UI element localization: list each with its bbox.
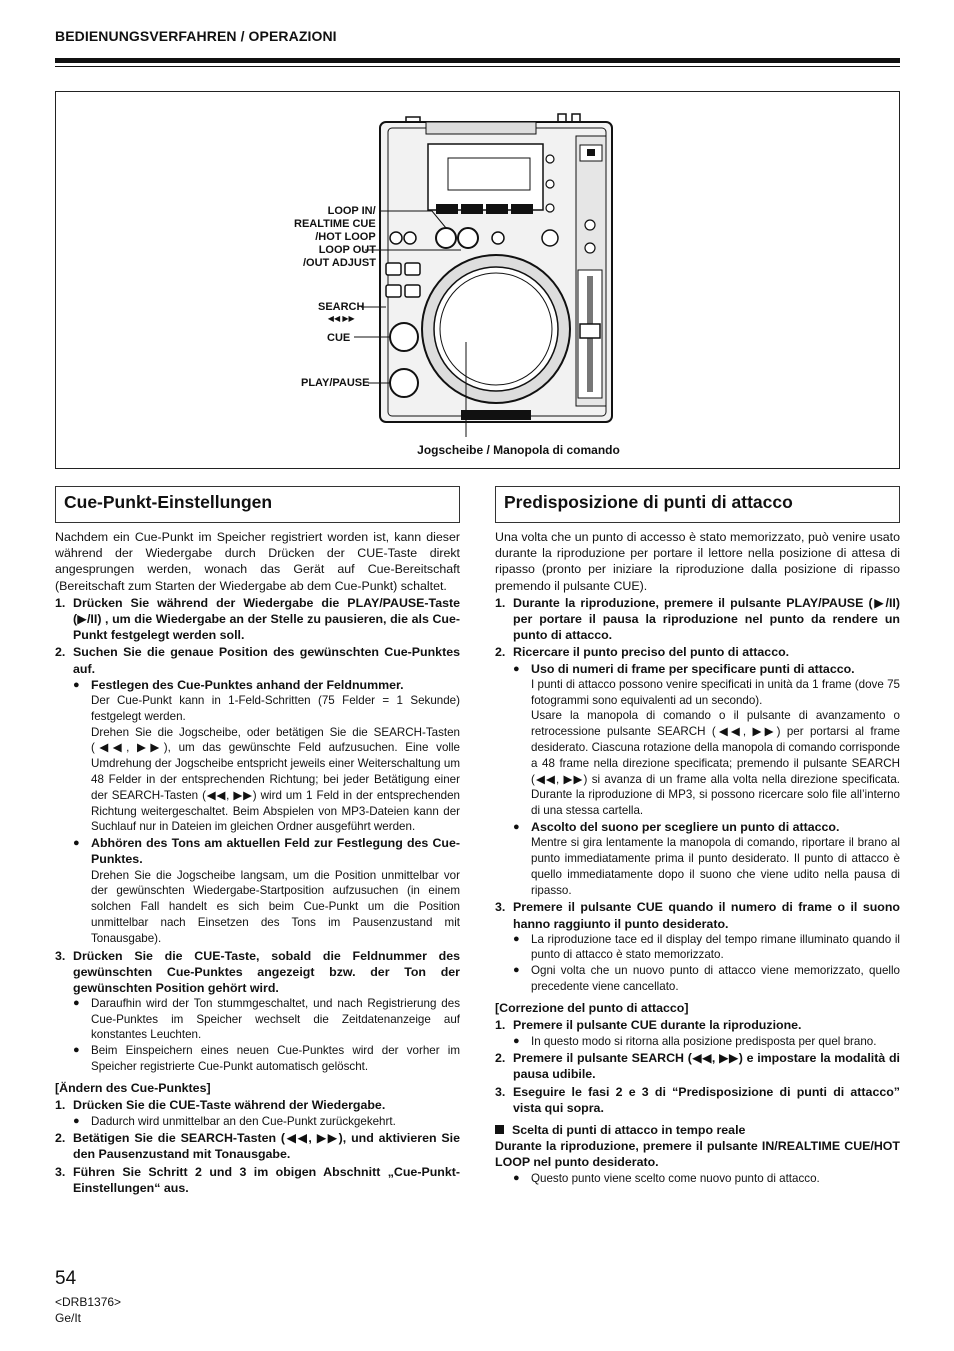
page-header: BEDIENUNGSVERFAHREN / OPERAZIONI bbox=[55, 28, 337, 44]
text-2b-it: Mentre si gira lentamente la manopola di comando, riportare il brano al punto immediatamente prima il punto desiderato. Il punto di attacco è quello immediatamente dopo il suono che viene udito nella pausa di ripasso. bbox=[531, 836, 900, 897]
bullet-3a-de: ● Daraufhin wird der Ton stummgeschaltet, und nach Registrierung des Cue-Punktes im Speicher wechselt die Zeitdatenanzeige auf konstantes Leuchten. bbox=[73, 997, 460, 1042]
change-bullet-1-de: ● Dadurch wird unmittelbar an den Cue-Punkt zurückgekehrt. bbox=[73, 1114, 396, 1128]
bullet-3b-it: ● Ogni volta che un nuovo punto di attacco viene memorizzato, quello precedente viene cancellato. bbox=[513, 963, 900, 993]
header-rule-thin bbox=[55, 66, 900, 67]
text-2b-de: Drehen Sie die Jogscheibe langsam, um die Position unmittelbar vor der gewünschten Wiedergabe-Startposition aufzusuchen (in einem solchen Fall handelt es sich beim Cue-Punkt um die Position unmittelbar nach Einsetzen des Tons im Pausenzustand mit Tonausgabe). bbox=[91, 868, 460, 945]
label-search: SEARCH ◀◀ ▶▶ bbox=[318, 301, 365, 323]
section-title-de: Cue-Punkt-Einstellungen bbox=[55, 486, 460, 523]
document-code: <DRB1376> Ge/It bbox=[55, 1295, 122, 1325]
square-bullet-icon bbox=[495, 1125, 504, 1134]
intro-de: Nachdem ein Cue-Punkt im Speicher registriert worden ist, kann dieser während der Wiedergabe durch Drücken der CUE-Taste direkt angesprungen werden, wonach das Gerät auf Cue-Bereitschaft (Bereitschaft zum Starten der Wiedergabe ab dem Cue-Punkt) schaltet. bbox=[55, 530, 460, 593]
change-step-3-it: 3. Eseguire le fasi 2 e 3 di “Predisposizione di punti di attacco” vista qui sopra. bbox=[495, 1084, 900, 1115]
step-3-de: 3. Drücken Sie die CUE-Taste, sobald die Feldnummer des gewünschten Cue-Punktes angezeigt bzw. der Ton der gewünschten Position gehört wird. bbox=[55, 948, 460, 995]
step-3-it: 3. Premere il pulsante CUE quando il numero di frame o il suono hanno raggiunto il punto desiderato. bbox=[495, 900, 900, 931]
change-step-3-de: 3. Führen Sie Schritt 2 und 3 im obigen Abschnitt „Cue-Punkt-Einstellungen“ aus. bbox=[55, 1164, 460, 1195]
step-2-de: 2. Suchen Sie die genaue Position des gewünschten Cue-Punktes auf. bbox=[55, 645, 460, 676]
bullet-3a-it: ● La riproduzione tace ed il display del tempo rimane illuminato quando il punto di attacco è stato memorizzato. bbox=[513, 932, 900, 962]
cdj-device-illustration bbox=[56, 92, 901, 470]
page-number: 54 bbox=[55, 1268, 77, 1289]
bullet-2a-de: ● Festlegen des Cue-Punktes anhand der Feldnummer. bbox=[73, 677, 404, 692]
realtime-cue-title: Scelta di punti di attacco in tempo reale bbox=[495, 1122, 900, 1138]
step-2-it: 2. Ricercare il punto preciso del punto di attacco. bbox=[495, 645, 790, 660]
text-2a1-de: Der Cue-Punkt kann in 1-Feld-Schritten (75 Felder = 1 Sekunde) festgelegt werden. bbox=[91, 694, 460, 723]
label-play-pause: PLAY/PAUSE bbox=[301, 377, 370, 389]
change-step-1-it: 1. Premere il pulsante CUE durante la riproduzione. bbox=[495, 1018, 802, 1033]
subsection-title-it: [Correzione del punto di attacco] bbox=[495, 1001, 689, 1016]
change-bullet-1-it: ● In questo modo si ritorna alla posizione predisposta per quel brano. bbox=[513, 1034, 877, 1048]
bullet-2a-it: ● Uso di numeri di frame per specificare punti di attacco. bbox=[513, 661, 855, 676]
label-cue: CUE bbox=[327, 332, 351, 344]
device-figure bbox=[55, 91, 900, 469]
label-loop-in: LOOP IN/ REALTIME CUE /HOT LOOP bbox=[294, 205, 376, 243]
bullet-2b-it: ● Ascolto del suono per scegliere un punto di attacco. bbox=[513, 820, 840, 834]
step-1-it: 1. Durante la riproduzione, premere il pulsante PLAY/PAUSE (▶/II) per portare il pausa la riproduzione nel punto da rendere un punto di attacco. bbox=[495, 595, 900, 643]
header-rule-thick bbox=[55, 58, 900, 63]
realtime-cue-bullet: ● Questo punto viene scelto come nuovo punto di attacco. bbox=[513, 1171, 820, 1185]
bullet-2b-de: ● Abhören des Tons am aktuellen Feld zur Festlegung des Cue-Punktes. bbox=[73, 836, 460, 867]
text-2a2-de: Drehen Sie die Jogscheibe, oder betätigen Sie die SEARCH-Tasten (◀◀, ▶▶), um das gewünschte Feld aufzusuchen. Eine volle Umdrehung der Jogscheibe entspricht jeweils einer Weiterschaltung um 48 Felder in der entsprechenden Richtung; bei jeder Betätigung einer der SEARCH-Tasten (◀◀, ▶▶) wird um 1 Feld in der entsprechenden Richtung weitergeschaltet. Beim Abspielen von MP3-Dateien kann der Suchlauf nur in Dateien im gleichen Ordner ausgeführt werden. bbox=[91, 725, 460, 834]
text-2a1-it: I punti di attacco possono venire specificati in unità da 1 frame (dove 75 fotogrammi sono equivalenti ad un secondo). bbox=[531, 677, 900, 707]
change-step-1-de: 1. Drücken Sie die CUE-Taste während der Wiedergabe. bbox=[55, 1098, 386, 1113]
label-loop-out: LOOP OUT /OUT ADJUST bbox=[303, 244, 376, 269]
subsection-title-de: [Ändern des Cue-Punktes] bbox=[55, 1081, 211, 1096]
change-step-2-it: 2. Premere il pulsante SEARCH (◀◀, ▶▶) e impostare la modalità di pausa udibile. bbox=[495, 1051, 900, 1082]
change-step-2-de: 2. Betätigen Sie die SEARCH-Tasten (◀◀, ▶▶), und aktivieren Sie den Pausenzustand mit Tonausgabe. bbox=[55, 1131, 460, 1162]
intro-it: Una volta che un punto di accesso è stato memorizzato, può venire usato durante la riproduzione per portare il lettore nella posizione di attesa di ripasso (pronto per iniziare la riproduzione dalla posizione di ripasso premendo il pulsante CUE). bbox=[495, 530, 900, 593]
bullet-3b-de: ● Beim Einspeichern eines neuen Cue-Punktes wird der vorher im Speicher registrierte Cue-Punkt automatisch gelöscht. bbox=[73, 1043, 460, 1073]
figure-caption: Jogscheibe / Manopola di comando bbox=[417, 443, 620, 457]
step-1-de: 1. Drücken Sie während der Wiedergabe die PLAY/PAUSE-Taste (▶/II) , um die Wiedergabe an der Stelle zu pausieren, die als Cue-Punkt festgelegt werden soll. bbox=[55, 595, 460, 643]
section-title-it: Predisposizione di punti di attacco bbox=[495, 486, 900, 523]
left-column bbox=[55, 486, 460, 1196]
right-column bbox=[495, 486, 900, 1186]
realtime-cue-text: Durante la riproduzione, premere il pulsante IN/REALTIME CUE/HOT LOOP nel punto desiderato. bbox=[495, 1139, 900, 1170]
text-2a2-it: Usare la manopola di comando o il pulsante di avanzamento o retrocessione pulsante SEARCH (◀◀, ▶▶) per portarsi al frame desiderato. Ciascuna rotazione della manopola di comando corrisponde a 48 frame nella direzione specificata; premendo il pulsante SEARCH (◀◀, ▶▶) si avanza di un frame alla volta nella direzione specificata. Durante la riproduzione di MP3, si possono ricercare solo file all’interno di una stessa cartella. bbox=[531, 709, 900, 818]
